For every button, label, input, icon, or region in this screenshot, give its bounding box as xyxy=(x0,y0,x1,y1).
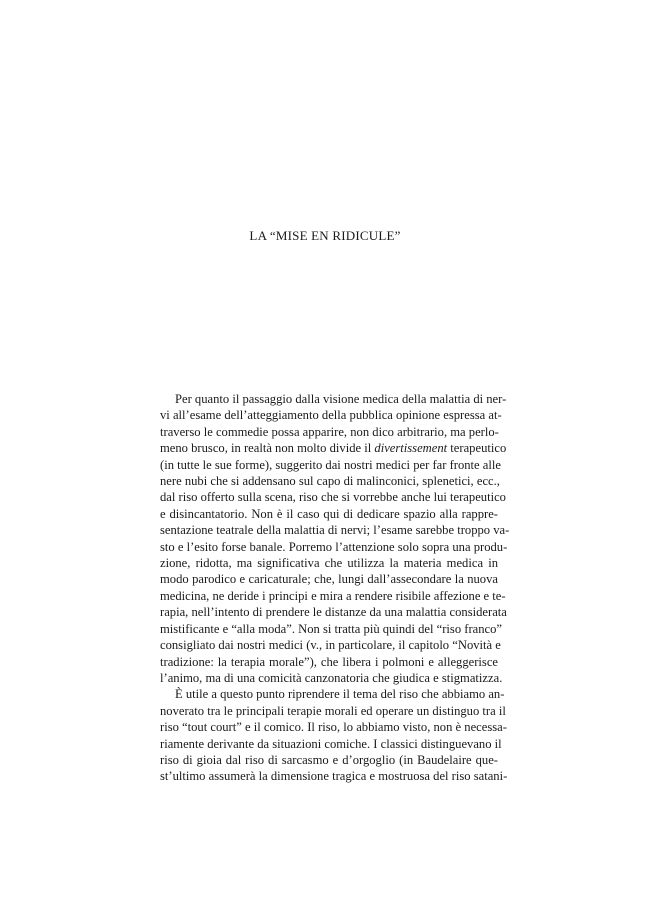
text-line: riso “tout court” e il comico. Il riso, lo abbiamo visto, non è necessa- xyxy=(160,720,507,735)
text-line: noverato tra le principali terapie morali ed operare un distinguo tra il xyxy=(160,703,506,718)
text-line: mistificante e “alla moda”. Non si tratta più quindi del “riso franco” xyxy=(160,621,503,636)
text-line: medicina, ne deride i principi e mira a rendere risibile affezione e te- xyxy=(160,588,506,603)
text-line: dal riso offerto sulla scena, riso che si vorrebbe anche lui terapeutico xyxy=(160,490,506,505)
text-line: È utile a questo punto riprendere il tema del riso che abbiamo an- xyxy=(175,687,505,702)
text-line: nere nubi che si addensano sul capo di malinconici, splenetici, ecc., xyxy=(160,474,500,489)
italic-term: divertissement xyxy=(374,441,448,456)
text-line: tradizione: la terapia morale”), che libera i polmoni e alleggerisce xyxy=(160,654,498,669)
text-line: (in tutte le sue forme), suggerito dai nostri medici per far fronte alle xyxy=(160,457,501,472)
text-segment: meno brusco, in realtà non molto divide il xyxy=(160,441,375,456)
text-line: sto e l’esito forse banale. Porremo l’attenzione solo sopra una produ- xyxy=(160,539,508,554)
text-line: l’animo, ma di una comicità canzonatoria che giudica e stigmatizza. xyxy=(160,670,503,685)
body-text xyxy=(160,391,510,785)
text-line: consigliato dai nostri medici (v., in particolare, il capitolo “Novità e xyxy=(160,638,501,653)
text-line: e disincantatorio. Non è il caso qui di dedicare spazio alla rappre- xyxy=(160,506,498,521)
text-line: modo parodico e caricaturale; che, lungi dall’assecondare la nuova xyxy=(160,572,498,587)
text-segment: terapeutico xyxy=(447,441,507,456)
text-line: zione, ridotta, ma significativa che utilizza la materia medica in xyxy=(160,556,498,571)
text-line: Per quanto il passaggio dalla visione medica della malattia di ner- xyxy=(175,392,507,406)
text-line: sentazione teatrale della malattia di nervi; l’esame sarebbe troppo va- xyxy=(160,523,510,538)
text-line: vi all’esame dell’atteggiamento della pubblica opinione espressa at- xyxy=(160,408,502,423)
text-line: traverso le commedie possa apparire, non dico arbitrario, ma perlo- xyxy=(160,424,499,439)
text-line: st’ultimo assumerà la dimensione tragica e mostruosa del riso satani- xyxy=(160,769,508,784)
text-line-with-italic xyxy=(160,440,507,456)
chapter-title: LA “MISE EN RIDICULE” xyxy=(249,228,401,243)
text-line: riso di gioia dal riso di sarcasmo e d’orgoglio (in Baudelaire que- xyxy=(160,752,498,767)
text-line: riamente derivante da situazioni comiche. I classici distinguevano il xyxy=(160,736,502,751)
text-line: rapia, nell’intento di prendere le distanze da una malattia considerata xyxy=(160,605,507,620)
